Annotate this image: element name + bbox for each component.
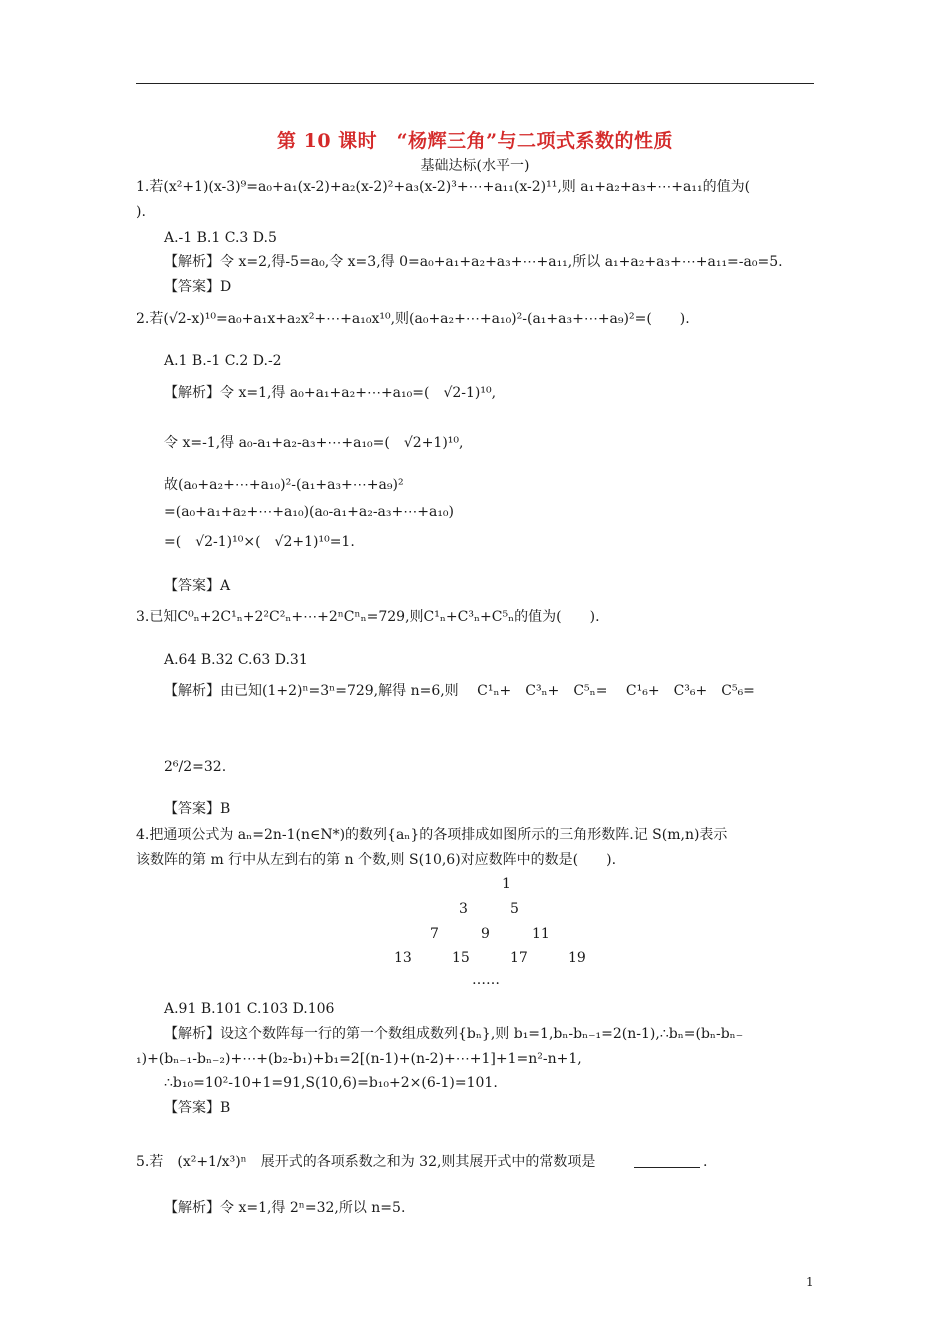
q4-analysis: 【解析】设这个数阵每一行的第一个数组成数列{bₙ},则 b₁=1,bₙ-bₙ₋₁=2(n-1),∴bₙ=(bₙ-bₙ₋ (164, 1026, 744, 1042)
q5-text: 5.若 (x²+1/x³)ⁿ 展开式的各项系数之和为 32,则其展开式中的常数项是 (136, 1154, 596, 1170)
q4-options: A.91 B.101 C.103 D.106 (164, 1001, 335, 1017)
section-subtitle: 基础达标(水平一) (420, 158, 530, 174)
triangle-number: 11 (532, 926, 550, 942)
q3-text: 3.已知C⁰ₙ+2C¹ₙ+2²C²ₙ+⋯+2ⁿCⁿₙ=729,则C¹ₙ+C³ₙ+C⁵ₙ的值为( ). (136, 609, 600, 625)
q2-options: A.1 B.-1 C.2 D.-2 (164, 353, 282, 369)
triangle-number: 7 (430, 926, 439, 942)
triangle-number: …… (472, 972, 500, 988)
q3-analysis-2: 2⁶/2=32. (164, 759, 227, 775)
q4-analysis-3: ∴b₁₀=10²-10+1=91,S(10,6)=b₁₀+2×(6-1)=101. (164, 1075, 498, 1091)
q2-analysis-4: =(a₀+a₁+a₂+⋯+a₁₀)(a₀-a₁+a₂-a₃+⋯+a₁₀) (164, 504, 455, 520)
q2-answer: 【答案】A (164, 578, 231, 594)
triangle-number: 19 (568, 950, 586, 966)
q5-analysis: 【解析】令 x=1,得 2ⁿ=32,所以 n=5. (164, 1200, 406, 1216)
q3-options: A.64 B.32 C.63 D.31 (164, 652, 308, 668)
answer-blank[interactable] (634, 1153, 700, 1173)
triangle-number: 5 (510, 901, 519, 917)
q4-answer: 【答案】B (164, 1100, 231, 1116)
q4-text-2: 该数阵的第 m 行中从左到右的第 n 个数,则 S(10,6)对应数阵中的数是( ). (136, 852, 617, 868)
page-number: 1 (806, 1275, 814, 1289)
q2-analysis-3: 故(a₀+a₂+⋯+a₁₀)²-(a₁+a₃+⋯+a₉)² (164, 477, 404, 493)
triangle-number: 1 (502, 876, 511, 892)
q1-text-cont: ). (136, 204, 146, 220)
q3-answer: 【答案】B (164, 801, 231, 817)
q2-analysis-2: 令 x=-1,得 a₀-a₁+a₂-a₃+⋯+a₁₀=( √2+1)¹⁰, (164, 435, 464, 451)
q1-text: 1.若(x²+1)(x-3)⁹=a₀+a₁(x-2)+a₂(x-2)²+a₃(x-2)³+⋯+a₁₁(x-2)¹¹,则 a₁+a₂+a₃+⋯+a₁₁的值为( (136, 179, 751, 195)
q1-analysis: 【解析】令 x=2,得-5=a₀,令 x=3,得 0=a₀+a₁+a₂+a₃+⋯+a₁₁,所以 a₁+a₂+a₃+⋯+a₁₁=-a₀=5. (164, 254, 783, 270)
q1-options: A.-1 B.1 C.3 D.5 (164, 230, 277, 246)
triangle-number: 13 (394, 950, 412, 966)
q3-analysis: 【解析】由已知(1+2)ⁿ=3ⁿ=729,解得 n=6,则 C¹ₙ+ C³ₙ+ C⁵ₙ= C¹₆+ C³₆+ C⁵₆= (164, 683, 755, 699)
q2-text: 2.若(√2-x)¹⁰=a₀+a₁x+a₂x²+⋯+a₁₀x¹⁰,则(a₀+a₂+⋯+a₁₀)²-(a₁+a₃+⋯+a₉)²=( ). (136, 311, 690, 327)
q2-analysis-5: =( √2-1)¹⁰×( √2+1)¹⁰=1. (164, 534, 355, 550)
q1-answer: 【答案】D (164, 279, 232, 295)
triangle-number: 3 (459, 901, 468, 917)
q5-text-end: . (703, 1154, 708, 1170)
triangle-number: 15 (452, 950, 470, 966)
q4-text: 4.把通项公式为 aₙ=2n-1(n∈N*)的数列{aₙ}的各项排成如图所示的三角形数阵.记 S(m,n)表示 (136, 827, 728, 843)
header-rule (136, 83, 814, 84)
q4-analysis-2: ₁)+(bₙ₋₁-bₙ₋₂)+⋯+(b₂-b₁)+b₁=2[(n-1)+(n-2)+⋯+1]+1=n²-n+1, (136, 1051, 582, 1067)
q2-analysis: 【解析】令 x=1,得 a₀+a₁+a₂+⋯+a₁₀=( √2-1)¹⁰, (164, 385, 497, 401)
triangle-number: 17 (510, 950, 528, 966)
triangle-number: 9 (481, 926, 490, 942)
lesson-title: 第 10 课时 “杨辉三角”与二项式系数的性质 (276, 130, 674, 152)
